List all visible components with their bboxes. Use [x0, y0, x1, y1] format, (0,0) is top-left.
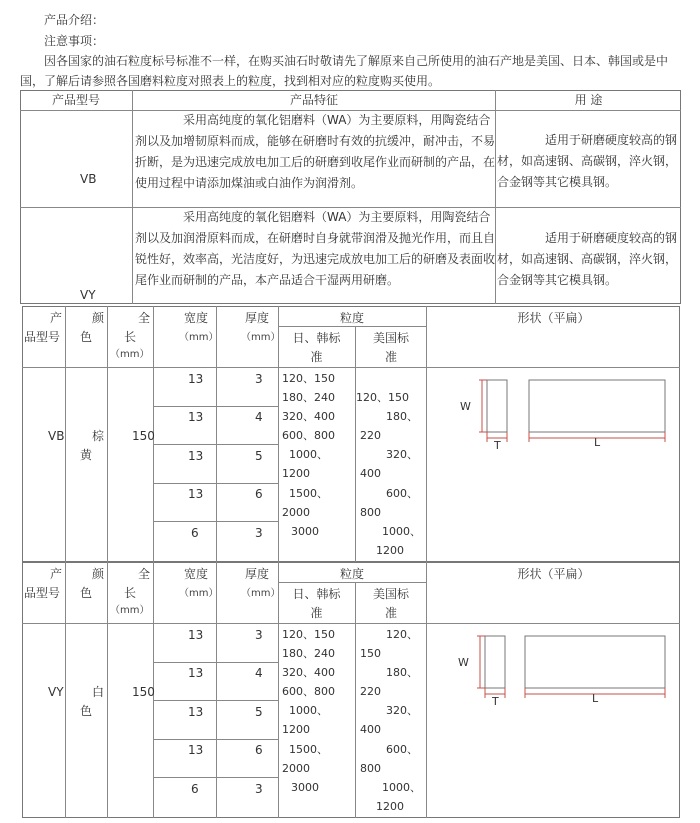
- hdr-length-unit: （mm）: [110, 349, 150, 360]
- feature-vb: 采用高纯度的氧化铝磨料（WA）为主要原料，用陶瓷结合剂以及加增韧原料而成，能够在研磨时有效的抗缓冲，耐冲击，不易折断，是为迅速完成放电加工后的研磨到收尾作业而研制的产品，在使用过程中请添加煤油或白油作为润滑剂。: [135, 113, 496, 190]
- grit-jp-line: 120、150: [282, 372, 335, 385]
- grit-us-line: 180、: [386, 666, 418, 679]
- hdr-model-1: 产: [50, 567, 63, 581]
- width-cell: 13: [188, 487, 204, 501]
- grit-jp-line: 2000: [282, 506, 310, 519]
- header-model: 产品型号: [51, 93, 100, 107]
- thick-cell: 4: [255, 666, 263, 680]
- grit-jp-line: 3000: [291, 781, 319, 794]
- use-vb: 适用于研磨硬度较高的钢材，如高速钢、高碳钢，淬火钢，合金钢等其它模具钢。: [497, 133, 678, 189]
- shape-label-l: L: [592, 692, 599, 705]
- grit-jp-line: 600、800: [282, 429, 335, 442]
- header-feature: 产品特征: [289, 93, 338, 107]
- divider: [132, 90, 133, 304]
- shape-label-l: L: [594, 436, 601, 449]
- grit-us-line: 320、: [386, 448, 418, 461]
- hdr-color-1: 颜: [92, 311, 105, 325]
- header-use: 用 途: [574, 93, 603, 107]
- thick-cell: 4: [255, 410, 263, 424]
- hdr-model-2: 品型号: [24, 330, 61, 344]
- intro-body-line2: 国，了解后请参照各国磨料粒度对照表上的粒度，找到相对应的粒度购买使用。: [20, 74, 441, 88]
- hdr-length-unit: （mm）: [110, 605, 150, 616]
- hdr-grit-jp-2: 准: [310, 350, 323, 364]
- grit-jp-line: 1200: [282, 723, 310, 736]
- thick-cell: 6: [255, 487, 263, 501]
- grit-us-line: 600、: [386, 743, 418, 756]
- divider: [107, 306, 108, 562]
- grit-us-line: 1200: [376, 544, 404, 557]
- grit-us-line: 1000、: [382, 525, 421, 538]
- divider: [495, 90, 496, 304]
- hdr-grit-us-1: 美国标: [372, 587, 409, 601]
- hdr-grit-us-2: 准: [384, 350, 397, 364]
- hdr-model-1: 产: [50, 311, 63, 325]
- grit-us-line: 220: [360, 685, 381, 698]
- width-cell: 6: [191, 782, 199, 796]
- hdr-grit: 粒度: [339, 311, 364, 325]
- grit-us-line: 800: [360, 506, 381, 519]
- grit-us-line: 220: [360, 429, 381, 442]
- spec-length: 150: [132, 685, 155, 699]
- thick-cell: 5: [255, 705, 263, 719]
- grit-jp-line: 320、400: [282, 410, 335, 423]
- grit-us-line: 120、150: [356, 391, 409, 404]
- divider: [107, 562, 108, 818]
- thick-cell: 5: [255, 449, 263, 463]
- grit-us-line: 1200: [376, 800, 404, 813]
- spec-length: 150: [132, 429, 155, 443]
- width-cell: 6: [191, 526, 199, 540]
- hdr-color-2: 色: [80, 586, 93, 600]
- thick-cell: 3: [255, 782, 263, 796]
- grit-us-line: 120、: [386, 628, 418, 641]
- hdr-length-2: 长: [124, 586, 137, 600]
- spec-model: VY: [48, 685, 64, 699]
- hdr-model-2: 品型号: [24, 586, 61, 600]
- hdr-thick: 厚度: [245, 311, 270, 325]
- hdr-grit-jp-1: 日、韩标: [292, 587, 341, 601]
- hdr-length-2: 长: [124, 330, 137, 344]
- hdr-grit: 粒度: [339, 567, 364, 581]
- grit-us-line: 150: [360, 647, 381, 660]
- hdr-width: 宽度: [184, 311, 209, 325]
- grit-us-line: 800: [360, 762, 381, 775]
- grit-us-line: 180、: [386, 410, 418, 423]
- divider: [22, 367, 680, 368]
- divider: [22, 623, 680, 624]
- spec-color-2: 色: [80, 704, 93, 718]
- hdr-width-unit: （mm）: [179, 332, 219, 343]
- hdr-length-1: 全: [138, 311, 151, 325]
- hdr-grit-us-1: 美国标: [372, 331, 409, 345]
- grit-jp-line: 3000: [291, 525, 319, 538]
- divider: [426, 562, 427, 818]
- width-cell: 13: [188, 410, 204, 424]
- grit-us-line: 320、: [386, 704, 418, 717]
- grit-jp-line: 2000: [282, 762, 310, 775]
- spec-color-1: 棕: [92, 429, 105, 443]
- hdr-thick-unit: （mm）: [241, 588, 281, 599]
- feature-vy: 采用高纯度的氧化铝磨料（WA）为主要原料，用陶瓷结合剂以及加润滑原料而成，在研磨时自身就带润滑及抛光作用，而且自锐性好，效率高，光洁度好，为迅速完成放电加工后的研磨及表面收尾作业而研制的产品，本产品适合干湿两用研磨。: [135, 210, 496, 287]
- model-vy: VY: [80, 288, 96, 302]
- flat-stone-diagram: [455, 628, 670, 708]
- hdr-grit-jp-2: 准: [310, 606, 323, 620]
- spec-model: VB: [48, 429, 65, 443]
- grit-us-line: 600、: [386, 487, 418, 500]
- thick-cell: 3: [255, 526, 263, 540]
- width-cell: 13: [188, 666, 204, 680]
- hdr-thick: 厚度: [245, 567, 270, 581]
- divider: [426, 306, 427, 562]
- grit-us-line: 1000、: [382, 781, 421, 794]
- use-vy: 适用于研磨硬度较高的钢材，如高速钢、高碳钢，淬火钢，合金钢等其它模具钢。: [497, 231, 678, 287]
- grit-jp-line: 180、240: [282, 391, 335, 404]
- grit-jp-line: 1000、: [289, 704, 328, 717]
- width-cell: 13: [188, 372, 204, 386]
- grit-jp-line: 180、240: [282, 647, 335, 660]
- hdr-shape: 形状（平扁）: [517, 567, 590, 581]
- hdr-width-unit: （mm）: [179, 588, 219, 599]
- width-cell: 13: [188, 628, 204, 642]
- thick-cell: 3: [255, 372, 263, 386]
- divider: [65, 306, 66, 562]
- grit-us-line: 400: [360, 723, 381, 736]
- intro-title: 产品介绍：: [44, 13, 105, 27]
- shape-label-t: T: [494, 439, 501, 452]
- hdr-color-2: 色: [80, 330, 93, 344]
- grit-jp-line: 1200: [282, 467, 310, 480]
- hdr-shape: 形状（平扁）: [517, 311, 590, 325]
- grit-jp-line: 1500、: [289, 487, 328, 500]
- grit-jp-line: 1000、: [289, 448, 328, 461]
- flat-stone-diagram: [455, 372, 670, 452]
- model-vb: VB: [80, 172, 97, 186]
- spec-color-1: 白: [92, 685, 105, 699]
- grit-jp-line: 120、150: [282, 628, 335, 641]
- hdr-grit-us-2: 准: [384, 606, 397, 620]
- grit-jp-line: 320、400: [282, 666, 335, 679]
- width-cell: 13: [188, 743, 204, 757]
- spec-color-2: 黄: [80, 448, 93, 462]
- width-cell: 13: [188, 705, 204, 719]
- grit-us-line: 400: [360, 467, 381, 480]
- hdr-thick-unit: （mm）: [241, 332, 281, 343]
- hdr-length-1: 全: [138, 567, 151, 581]
- grit-jp-line: 600、800: [282, 685, 335, 698]
- hdr-grit-jp-1: 日、韩标: [292, 331, 341, 345]
- divider: [65, 562, 66, 818]
- shape-label-t: T: [492, 695, 499, 708]
- intro-body-line1: 因各国家的油石粒度标号标准不一样，在购买油石时敬请先了解原来自己所使用的油石产地是美国、日本、韩国或是中: [44, 54, 669, 68]
- intro-notice: 注意事项：: [44, 34, 105, 48]
- grit-jp-line: 1500、: [289, 743, 328, 756]
- hdr-color-1: 颜: [92, 567, 105, 581]
- thick-cell: 3: [255, 628, 263, 642]
- thick-cell: 6: [255, 743, 263, 757]
- hdr-width: 宽度: [184, 567, 209, 581]
- shape-label-w: W: [460, 400, 471, 413]
- shape-label-w: W: [458, 656, 469, 669]
- width-cell: 13: [188, 449, 204, 463]
